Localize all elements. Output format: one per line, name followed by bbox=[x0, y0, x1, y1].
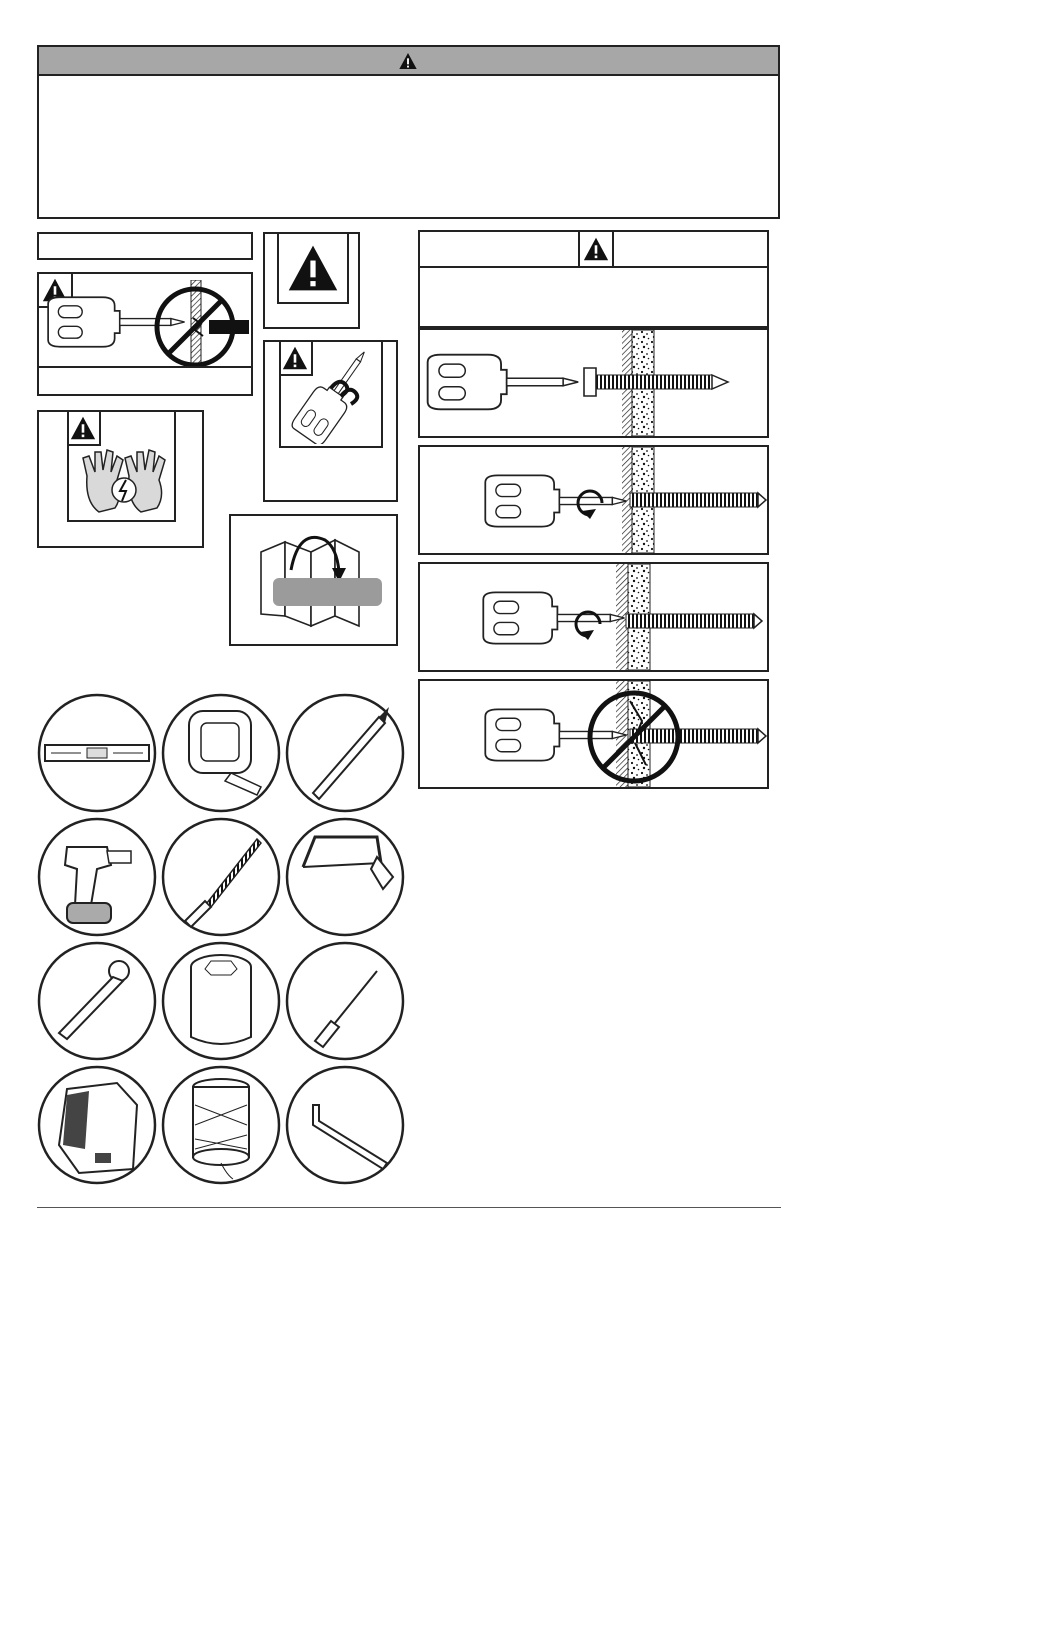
string-spool-icon bbox=[161, 1065, 281, 1185]
screw-tighten-rotate-icon bbox=[420, 564, 767, 670]
caution-gloves-panel bbox=[37, 410, 204, 548]
screw-step-4 bbox=[418, 679, 769, 789]
tool-hex-key bbox=[285, 1065, 405, 1185]
socket-icon bbox=[161, 941, 281, 1061]
tool-pencil bbox=[285, 693, 405, 813]
screw-step-3 bbox=[418, 562, 769, 672]
cordless-drill-icon bbox=[37, 817, 157, 937]
tape-measure-icon bbox=[161, 693, 281, 813]
tool-ratchet-wrench bbox=[37, 941, 157, 1061]
warning-large-panel bbox=[263, 232, 360, 329]
drill-bit-icon bbox=[161, 817, 281, 937]
tool-drill-bit bbox=[161, 817, 281, 937]
large-warning-triangle-icon bbox=[277, 234, 349, 304]
tool-tape-measure bbox=[161, 693, 281, 813]
screwdriver-wood-bit-icon bbox=[283, 348, 379, 444]
tool-cordless-drill bbox=[37, 817, 157, 937]
ratchet-wrench-icon bbox=[37, 941, 157, 1061]
tool-caution-header bbox=[37, 232, 253, 260]
tool-level bbox=[37, 693, 157, 813]
gloves-electric-shock-icon bbox=[79, 446, 169, 518]
tool-laser-level bbox=[37, 1065, 157, 1185]
tool-socket bbox=[161, 941, 281, 1061]
manual-label-bar bbox=[273, 578, 382, 606]
screwdriver-icon bbox=[285, 941, 405, 1061]
screw-step-2 bbox=[418, 445, 769, 555]
tool-string-spool bbox=[161, 1065, 281, 1185]
warning-banner bbox=[37, 45, 780, 219]
caution-electrical-panel bbox=[37, 272, 253, 396]
hex-key-icon bbox=[285, 1065, 405, 1185]
warning-triangle-icon bbox=[397, 51, 419, 71]
screw-tighten-rotate-icon bbox=[420, 447, 767, 553]
screw-step-1 bbox=[418, 328, 769, 438]
warning-triangle-icon bbox=[67, 412, 101, 446]
level-icon bbox=[37, 693, 157, 813]
screw-overtighten-prohibited-icon bbox=[420, 681, 767, 787]
no-screwdriver-into-wire-icon bbox=[43, 280, 249, 366]
pencil-icon bbox=[285, 693, 405, 813]
laser-level-icon bbox=[37, 1065, 157, 1185]
screw-driving-step-icon bbox=[420, 330, 767, 436]
tool-hacksaw bbox=[285, 817, 405, 937]
read-manual-panel bbox=[229, 514, 398, 646]
hacksaw-icon bbox=[285, 817, 405, 937]
warning-banner-header bbox=[39, 47, 778, 76]
caution-drill-bit-panel bbox=[263, 340, 398, 502]
section-divider bbox=[37, 1207, 781, 1208]
screw-warning-header bbox=[418, 230, 769, 328]
warning-triangle-icon bbox=[578, 232, 614, 268]
tool-screwdriver bbox=[285, 941, 405, 1061]
